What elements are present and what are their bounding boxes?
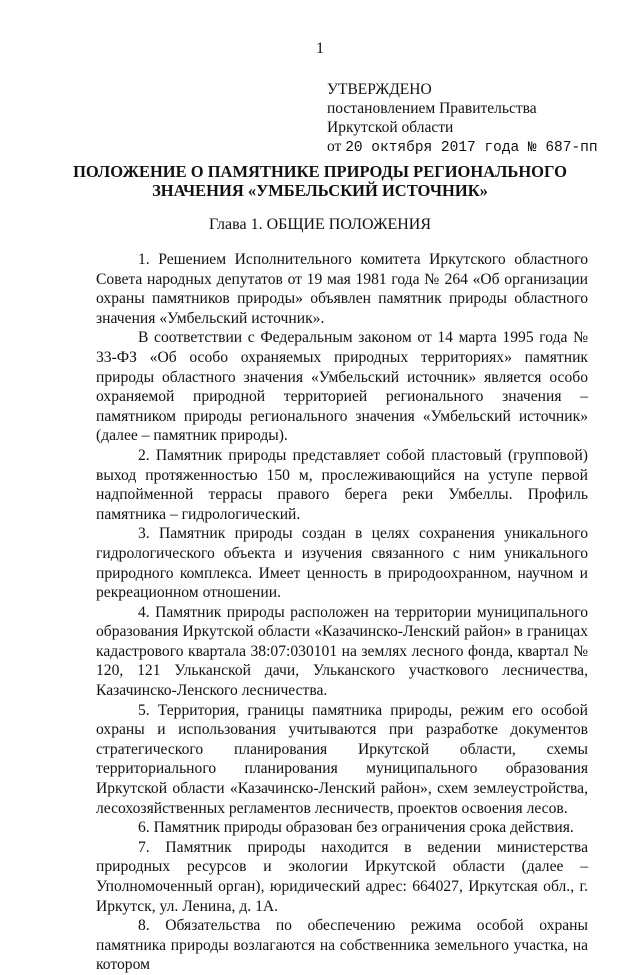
paragraph: 4. Памятник природы расположен на территории муниципального образования Иркутской области «Казачинско-Ленский район» в границах кадастрового квартала 38:07:030101 на землях лесного фонда, квартал № 120, 121 Ульканской дачи, Ульканского участкового лесничества, Казачинско-Ленского лесничества. (96, 603, 588, 700)
paragraph: 5. Территория, границы памятника природы, режим его особой охраны и использования учитываются при разработке документов стратегического планирования Иркутской области, схемы территориального планирования муниципального образования Иркутской области «Казачинско-Ленский район», схем землеустройства, лесохозяйственных регламентов лесничеств, проектов освоения лесов. (96, 701, 588, 817)
approval-line-4 (327, 137, 598, 158)
paragraph: 8. Обязательства по обеспечению режима особой охраны памятника природы возлагаются на собственника земельного участка, на котором (96, 917, 588, 974)
page-number: 1 (316, 40, 324, 57)
paragraph: В соответствии с Федеральным законом от 14 марта 1995 года № 33-ФЗ «Об особо охраняемых природных территориях» памятник природы областного значения «Умбельский источник» является особо охраняемой природной территорией регионального значения – памятником природы регионального значения «Умбельский источник» (далее – памятник природы). (96, 329, 588, 445)
approval-block (327, 80, 598, 158)
document-title (60, 162, 580, 200)
document-body (96, 250, 588, 975)
approval-date: 20 октября 2017 года № 687-пп (345, 140, 598, 156)
paragraph: 6. Памятник природы образован без ограничения срока действия. (138, 819, 574, 837)
chapter-heading: Глава 1. ОБЩИЕ ПОЛОЖЕНИЯ (209, 216, 431, 233)
approval-line-3: Иркутской области (327, 119, 454, 136)
paragraph: 7. Памятник природы находится в ведении министерства природных ресурсов и экологии Иркутской области (далее – Уполномоченный орган), юридический адрес: 664027, Иркутская обл., г. Иркутск, ул. Ленина, д. 1А. (96, 838, 588, 915)
title-line-1: ПОЛОЖЕНИЕ О ПАМЯТНИКЕ ПРИРОДЫ РЕГИОНАЛЬНОГО (73, 162, 567, 181)
paragraph: 2. Памятник природы представляет собой пластовый (групповой) выход протяженностью 150 м, прослеживающийся на уступе первой надпойменной террасы правого берега реки Умбеллы. Профиль памятника – гидрологический. (96, 446, 588, 523)
paragraph: 3. Памятник природы создан в целях сохранения уникального гидрологического объекта и изучения связанного с ним уникального природного комплекса. Имеет ценность в природоохранном, научном и рекреационном отношении. (96, 525, 588, 602)
approval-date-prefix: от (327, 138, 342, 155)
paragraph: 1. Решением Исполнительного комитета Иркутского областного Совета народных депутатов от 19 мая 1981 года № 264 «Об организации охраны памятников природы» объявлен памятник природы областного значения «Умбельский источник». (96, 251, 588, 327)
title-line-2: ЗНАЧЕНИЯ «УМБЕЛЬСКИЙ ИСТОЧНИК» (152, 181, 488, 200)
approval-line-1: УТВЕРЖДЕНО (327, 81, 432, 98)
approval-line-2: постановлением Правительства (327, 100, 537, 117)
